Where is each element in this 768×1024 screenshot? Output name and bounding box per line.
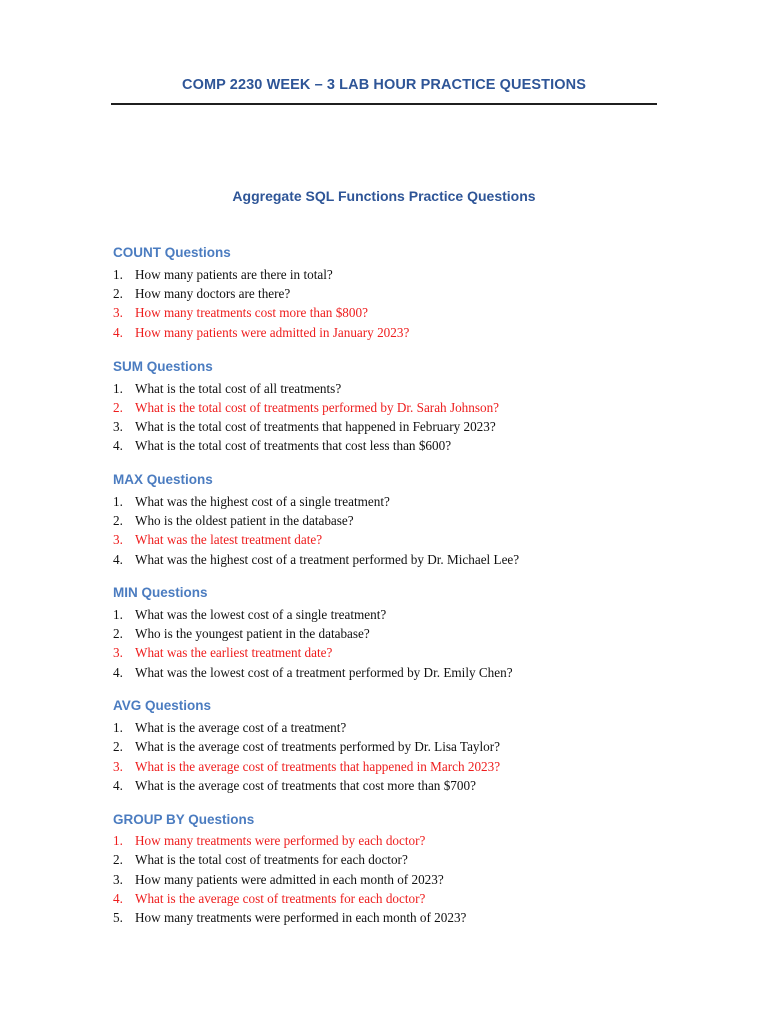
question-text: What is the total cost of all treatments? bbox=[135, 381, 342, 396]
max-question-2 bbox=[113, 513, 354, 529]
section-heading-count: COUNT Questions bbox=[113, 245, 231, 260]
question-number: 3. bbox=[113, 872, 123, 887]
question-number: 5. bbox=[113, 910, 123, 925]
question-number: 1. bbox=[113, 720, 123, 735]
sum-question-1 bbox=[113, 381, 341, 397]
question-text: Who is the oldest patient in the database? bbox=[135, 513, 354, 528]
group-by-question-5 bbox=[113, 910, 466, 926]
group-by-question-3 bbox=[113, 872, 444, 888]
question-text: How many doctors are there? bbox=[135, 286, 291, 301]
title-divider bbox=[111, 103, 657, 105]
sum-question-3 bbox=[113, 419, 496, 435]
question-number: 2. bbox=[113, 400, 123, 415]
document-subtitle: Aggregate SQL Functions Practice Questions bbox=[232, 188, 536, 204]
question-text: What is the total cost of treatments that cost less than $600? bbox=[135, 438, 452, 453]
question-text: What is the total cost of treatments for each doctor? bbox=[135, 852, 408, 867]
question-number: 1. bbox=[113, 267, 123, 282]
avg-question-1 bbox=[113, 720, 346, 736]
max-question-1 bbox=[113, 494, 390, 510]
question-number: 3. bbox=[113, 759, 123, 774]
group-by-question-1 bbox=[113, 833, 425, 849]
question-text: What was the highest cost of a treatment performed by Dr. Michael Lee? bbox=[135, 552, 520, 567]
question-number: 2. bbox=[113, 739, 123, 754]
question-text: What was the highest cost of a single treatment? bbox=[135, 494, 390, 509]
sum-question-4 bbox=[113, 438, 451, 454]
question-text: What is the total cost of treatments that happened in February 2023? bbox=[135, 419, 496, 434]
question-text: How many treatments were performed by each doctor? bbox=[135, 833, 426, 848]
section-heading-min: MIN Questions bbox=[113, 585, 208, 600]
question-text: What was the lowest cost of a single treatment? bbox=[135, 607, 387, 622]
question-number: 3. bbox=[113, 532, 123, 547]
count-question-1 bbox=[113, 267, 333, 283]
question-number: 1. bbox=[113, 607, 123, 622]
question-text: What is the average cost of treatments that cost more than $700? bbox=[135, 778, 476, 793]
section-heading-avg: AVG Questions bbox=[113, 698, 212, 713]
question-number: 4. bbox=[113, 891, 123, 906]
question-text: How many patients were admitted in each month of 2023? bbox=[135, 872, 444, 887]
question-text: What is the average cost of treatments performed by Dr. Lisa Taylor? bbox=[135, 739, 501, 754]
question-text: How many patients are there in total? bbox=[135, 267, 333, 282]
question-text: What is the average cost of a treatment? bbox=[135, 720, 347, 735]
min-question-2 bbox=[113, 626, 370, 642]
question-number: 2. bbox=[113, 513, 123, 528]
question-text: How many treatments cost more than $800? bbox=[135, 305, 368, 320]
min-question-4 bbox=[113, 665, 513, 681]
question-number: 3. bbox=[113, 419, 123, 434]
question-number: 4. bbox=[113, 778, 123, 793]
question-number: 3. bbox=[113, 645, 123, 660]
group-by-question-2 bbox=[113, 852, 408, 868]
question-text: What was the earliest treatment date? bbox=[135, 645, 333, 660]
question-text: How many patients were admitted in January 2023? bbox=[135, 325, 410, 340]
question-text: How many treatments were performed in each month of 2023? bbox=[135, 910, 467, 925]
question-text: What was the latest treatment date? bbox=[135, 532, 323, 547]
question-number: 2. bbox=[113, 286, 123, 301]
section-heading-group-by: GROUP BY Questions bbox=[113, 812, 255, 827]
question-number: 2. bbox=[113, 852, 123, 867]
question-text: What is the average cost of treatments for each doctor? bbox=[135, 891, 426, 906]
count-question-2 bbox=[113, 286, 290, 302]
question-number: 1. bbox=[113, 381, 123, 396]
section-heading-sum: SUM Questions bbox=[113, 359, 213, 374]
page-title: COMP 2230 WEEK – 3 LAB HOUR PRACTICE QUESTIONS bbox=[182, 77, 586, 93]
avg-question-4 bbox=[113, 778, 476, 794]
question-text: What was the lowest cost of a treatment performed by Dr. Emily Chen? bbox=[135, 665, 513, 680]
avg-question-2 bbox=[113, 739, 500, 755]
question-number: 4. bbox=[113, 552, 123, 567]
question-text: What is the total cost of treatments performed by Dr. Sarah Johnson? bbox=[135, 400, 500, 415]
question-number: 1. bbox=[113, 833, 123, 848]
question-text: What is the average cost of treatments that happened in March 2023? bbox=[135, 759, 501, 774]
max-question-3 bbox=[113, 532, 322, 548]
avg-question-3 bbox=[113, 759, 500, 775]
question-text: Who is the youngest patient in the database? bbox=[135, 626, 370, 641]
question-number: 4. bbox=[113, 665, 123, 680]
sum-question-2 bbox=[113, 400, 499, 416]
max-question-4 bbox=[113, 552, 519, 568]
min-question-3 bbox=[113, 645, 332, 661]
question-number: 4. bbox=[113, 325, 123, 340]
count-question-3 bbox=[113, 305, 368, 321]
question-number: 2. bbox=[113, 626, 123, 641]
count-question-4 bbox=[113, 325, 409, 341]
question-number: 4. bbox=[113, 438, 123, 453]
min-question-1 bbox=[113, 607, 386, 623]
question-number: 3. bbox=[113, 305, 123, 320]
group-by-question-4 bbox=[113, 891, 425, 907]
section-heading-max: MAX Questions bbox=[113, 472, 213, 487]
question-number: 1. bbox=[113, 494, 123, 509]
